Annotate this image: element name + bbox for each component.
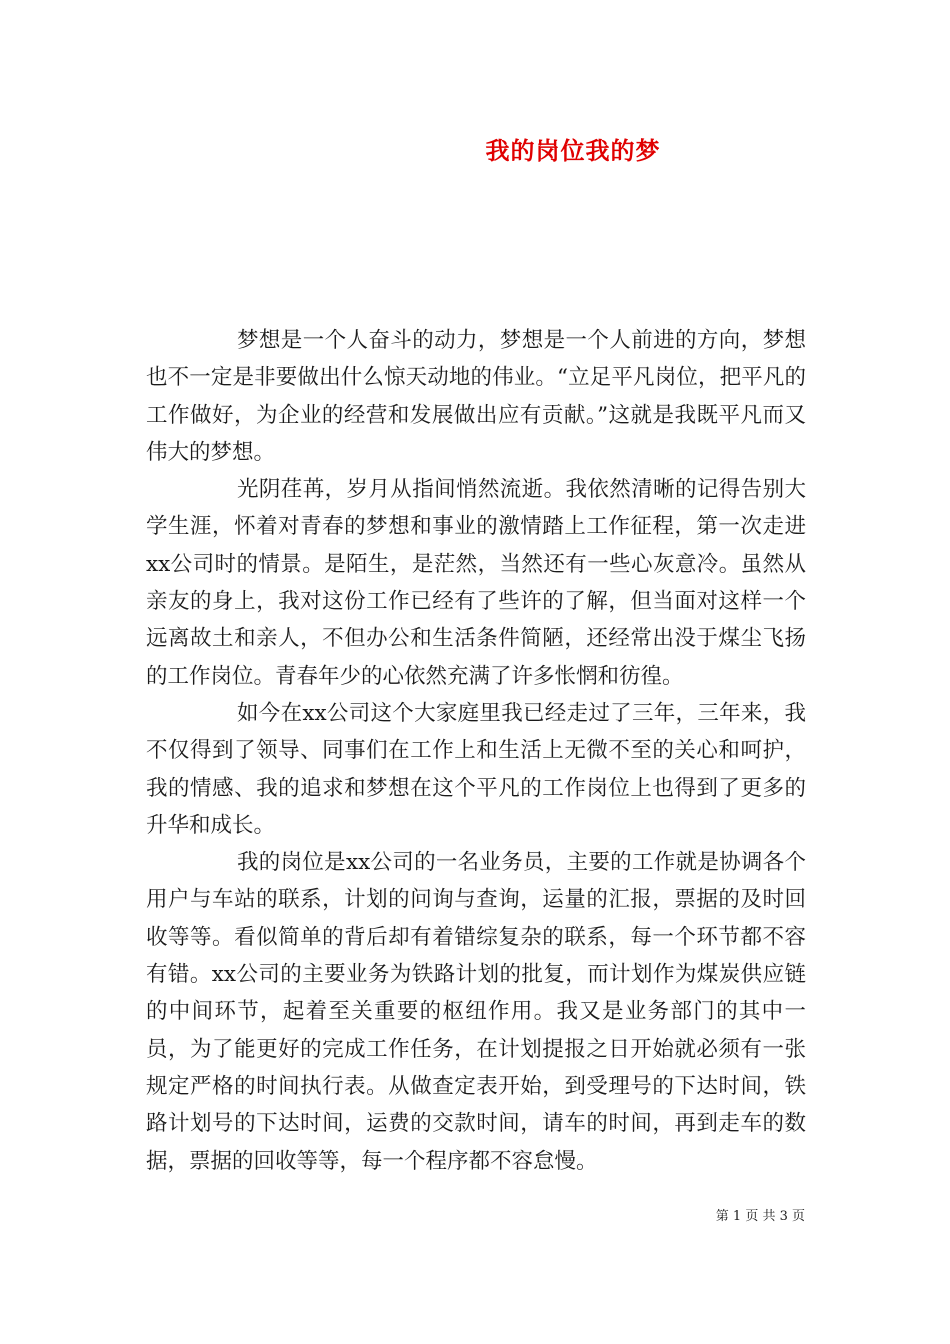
- paragraph-4: 我的岗位是xx公司的一名业务员，主要的工作就是协调各个用户与车站的联系，计划的问询与查询，运量的汇报，票据的及时回收等等。看似简单的背后却有着错综复杂的联系，每一个环节都不容有错。xx公司的主要业务为铁路计划的批复，而计划作为煤炭供应链的中间环节，起着至关重要的枢纽作用。我又是业务部门的其中一员，为了能更好的完成工作任务，在计划提报之日开始就必须有一张规定严格的时间执行表。从做查定表开始，到受理号的下达时间，铁路计划号的下达时间，运费的交款时间，请车的时间，再到走车的数据，票据的回收等等，每一个程序都不容怠慢。: [146, 850, 806, 1174]
- page-number-footer: 第 1 页 共 3 页: [715, 1209, 805, 1224]
- paragraph-2: 光阴荏苒，岁月从指间悄然流逝。我依然清晰的记得告别大学生涯，怀着对青春的梦想和事业的激情踏上工作征程，第一次走进xx公司时的情景。是陌生，是茫然，当然还有一些心灰意冷。虽然从亲友的身上，我对这份工作已经有了些许的了解，但当面对这样一个远离故土和亲人，不但办公和生活条件简陋，还经常出没于煤尘飞扬的工作岗位。青春年少的心依然充满了许多怅惘和彷徨。: [146, 477, 806, 689]
- paragraph-3: 如今在xx公司这个大家庭里我已经走过了三年，三年来，我不仅得到了领导、同事们在工作上和生活上无微不至的关心和呵护，我的情感、我的追求和梦想在这个平凡的工作岗位上也得到了更多的升华和成长。: [146, 700, 806, 838]
- document-body: [146, 322, 806, 1180]
- paragraph-1: 梦想是一个人奋斗的动力，梦想是一个人前进的方向，梦想也不一定是非要做出什么惊天动地的伟业。“立足平凡岗位，把平凡的工作做好，为企业的经营和发展做出应有贡献。”这就是我既平凡而又伟大的梦想。: [146, 328, 806, 465]
- document-title: 我的岗位我的梦: [485, 136, 661, 165]
